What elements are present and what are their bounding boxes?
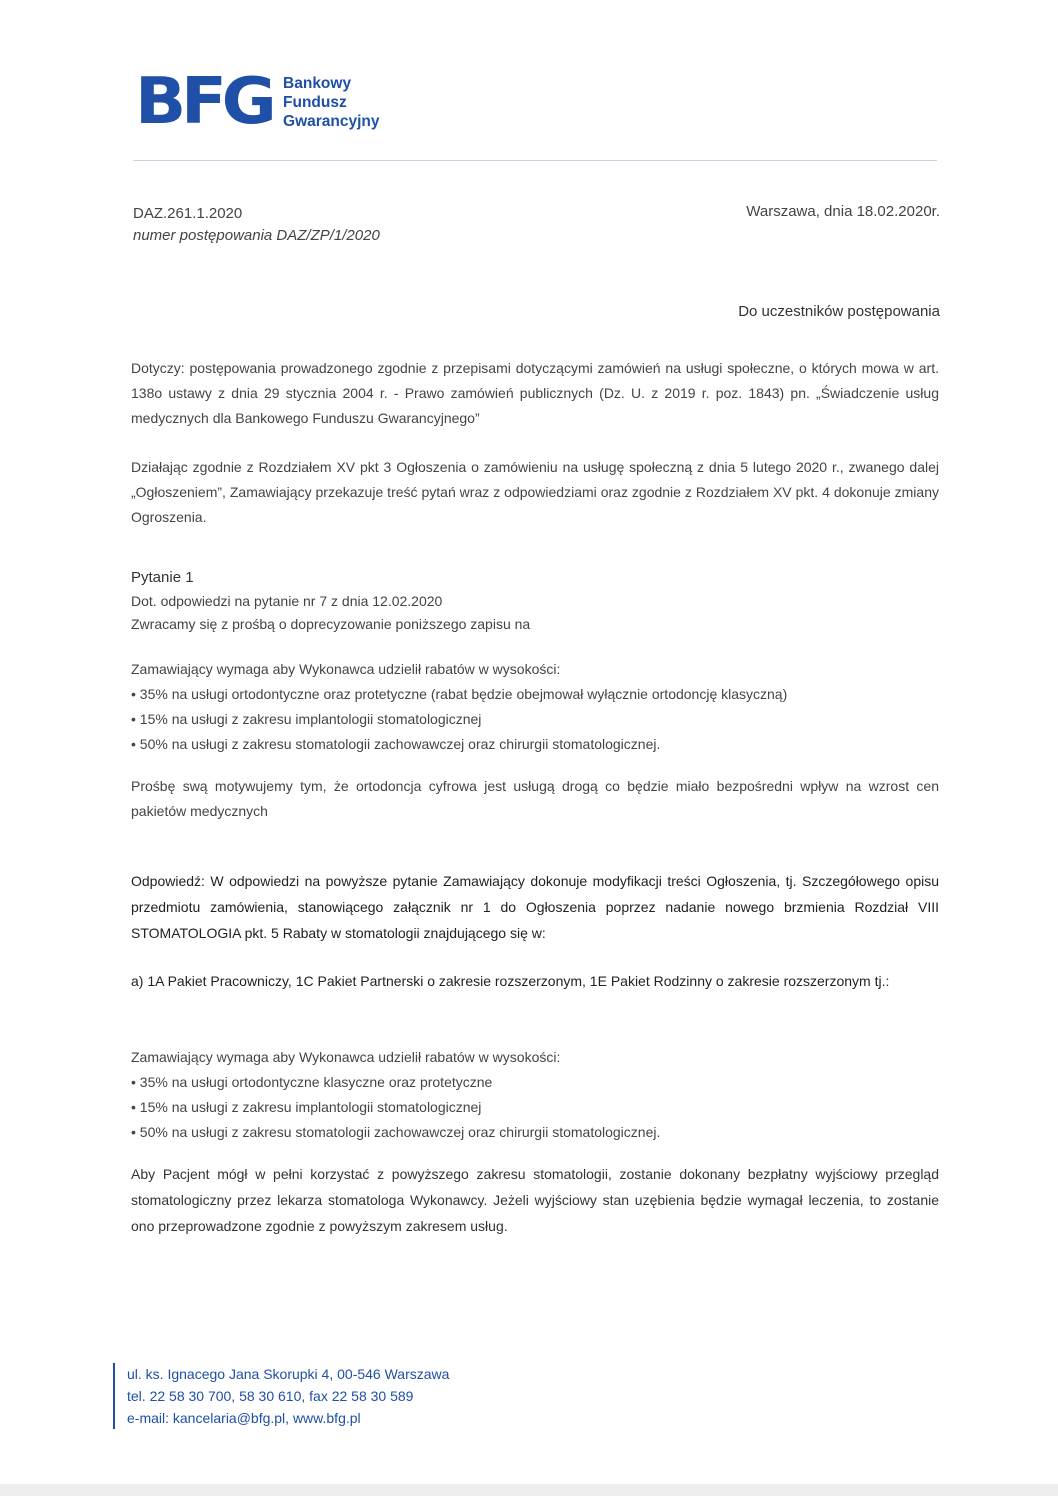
addressee: Do uczestników postępowania — [738, 303, 940, 320]
intro-paragraph: Działając zgodnie z Rozdziałem XV pkt 3 Ogłoszenia o zamówieniu na usługę społeczną z dnia 5 lutego 2020 r., zwanego dalej „Ogłoszeniem”, Zamawiający przekazuje treść pytań wraz z odpowiedziami oraz zgodnie z Rozdziałem XV pkt. 4 dokonuje zmiany Ogroszenia. — [131, 459, 939, 525]
answer-paragraph: Odpowiedź: W odpowiedzi na powyższe pytanie Zamawiający dokonuje modyfikacji treści Ogłoszenia, tj. Szczegółowego opisu przedmiotu zamówienia, stanowiącego załącznik nr 1 do Ogłoszenia poprzez nadanie nowego brzmienia Rozdział VIII STOMATOLOGIA pkt. 5 Rabaty w stomatologii znajdującego się w: — [131, 873, 939, 941]
question-request: Zwracamy się z prośbą o doprecyzowanie poniższego zapisu na — [131, 616, 531, 632]
reference-number: DAZ.261.1.2020 — [133, 205, 243, 222]
footer-contact — [113, 1363, 449, 1429]
list-item: • 15% na usługi z zakresu implantologii stomatologicznej — [131, 1099, 482, 1115]
reference-block — [133, 203, 380, 247]
list-intro: Zamawiający wymaga aby Wykonawca udzielił rabatów w wysokości: — [131, 661, 561, 677]
footer-email[interactable]: e-mail: kancelaria@bfg.pl, www.bfg.pl — [127, 1410, 361, 1426]
logo-line-1: Bankowy — [283, 74, 352, 92]
footer-address: ul. ks. Ignacego Jana Skorupki 4, 00-546 Warszawa — [127, 1366, 450, 1382]
footer-phone: tel. 22 58 30 700, 58 30 610, fax 22 58 30 589 — [127, 1388, 414, 1404]
answer-discount-list — [131, 1045, 939, 1145]
motivation-paragraph: Prośbę swą motywujemy tym, że ortodoncja cyfrowa jest usługą drogą co będzie miało bezpośredni wpływ na wzrost cen pakietów medycznych — [131, 778, 939, 819]
list-item: • 50% na usługi z zakresu stomatologii zachowawczej oraz chirurgii stomatologicznej. — [131, 736, 661, 752]
question-details — [131, 590, 939, 636]
concerns-paragraph: Dotyczy: postępowania prowadzonego zgodnie z przepisami dotyczącymi zamówień na usługi społeczne, o których mowa w art. 138o ustawy z dnia 29 stycznia 2004 r. - Prawo zamówień publicznych (Dz. U. z 2019 r. poz. 1843) pn. „Świadczenie usług medycznych dla Bankowego Funduszu Gwarancyjnego” — [131, 360, 939, 426]
list-item: • 50% na usługi z zakresu stomatologii zachowawczej oraz chirurgii stomatologicznej. — [131, 1124, 661, 1140]
closing-paragraph: Aby Pacjent mógł w pełni korzystać z powyższego zakresu stomatologii, zostanie dokonany bezpłatny wyjściowy przegląd stomatologiczny przez lekarza stomatologa Wykonawcy. Jeżeli wyjściowy stan uzębienia będzie wymagał leczenia, to zostanie ono przeprowadzone zgodnie z powyższym zakresem usług. — [131, 1166, 939, 1234]
bfg-logo — [135, 65, 380, 139]
logo-text — [283, 74, 380, 131]
case-number: numer postępowania DAZ/ZP/1/2020 — [133, 227, 380, 244]
logo-mark: BFG — [135, 65, 272, 139]
date-line: Warszawa, dnia 18.02.2020r. — [746, 203, 940, 220]
list-intro: Zamawiający wymaga aby Wykonawca udzielił rabatów w wysokości: — [131, 1049, 561, 1065]
scan-edge — [0, 1484, 1058, 1496]
question-title: Pytanie 1 — [131, 569, 194, 586]
question-reference: Dot. odpowiedzi na pytanie nr 7 z dnia 12.02.2020 — [131, 593, 443, 609]
question-discount-list — [131, 657, 939, 757]
list-item: • 35% na usługi ortodontyczne klasyczne oraz protetyczne — [131, 1074, 493, 1090]
list-item: • 15% na usługi z zakresu implantologii stomatologicznej — [131, 711, 482, 727]
list-item: • 35% na usługi ortodontyczne oraz protetyczne (rabat będzie obejmował wyłącznie ortodoncję klasyczną) — [131, 686, 788, 702]
answer-point-a: a) 1A Pakiet Pracowniczy, 1C Pakiet Partnerski o zakresie rozszerzonym, 1E Pakiet Rodzinny o zakresie rozszerzonym tj.: — [131, 973, 890, 989]
logo-line-2: Fundusz — [283, 93, 347, 111]
header-divider — [133, 160, 937, 161]
logo-line-3: Gwarancyjny — [283, 112, 380, 130]
